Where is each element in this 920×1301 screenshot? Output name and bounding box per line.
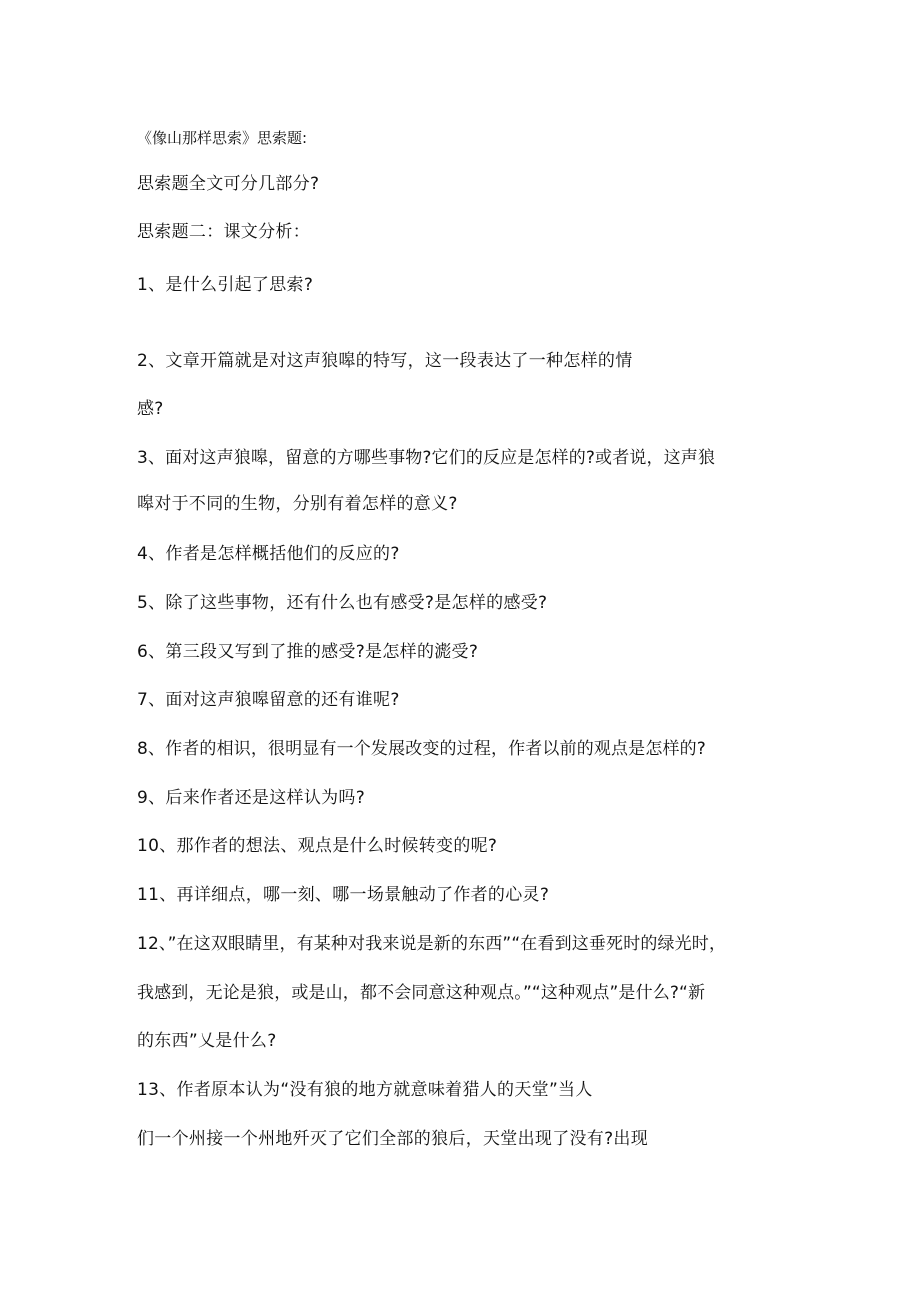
question-item-continuation: 嗥对于不同的生物，分别有着怎样的意义? <box>137 494 458 514</box>
question-item-continuation: 们一个州接一个州地歼灭了它们全部的狼后，天堂出现了没有?出现 <box>137 1129 649 1149</box>
question-item: 1、是什么引起了思索? <box>137 275 314 295</box>
document-title: 《像山那样思索》思索题: <box>137 129 308 147</box>
question-item: 8、作者的相识，很明显有一个发展改变的过程，作者以前的观点是怎样的? <box>137 739 706 759</box>
question-item-continuation: 感? <box>137 399 164 419</box>
question-item: 4、作者是怎样概括他们的反应的? <box>137 544 400 564</box>
question-item: 10、那作者的想法、观点是什么时候转变的呢? <box>137 836 498 856</box>
question-two-heading: 思索题二：课文分析： <box>137 222 310 242</box>
question-item: 5、除了这些事物，还有什么也有感受?是怎样的感受? <box>137 593 548 613</box>
question-item: 6、第三段又写到了推的感受?是怎样的滮受? <box>137 642 479 662</box>
question-item: 2、文章开篇就是对这声狼嗥的特写，这一段表达了一种怎样的情 <box>137 351 633 371</box>
question-item-continuation: 我感到，无论是狼，或是山，都不会同意这种观点。”“这种观点”是什么?“新 <box>137 983 706 1003</box>
question-item: 9、后来作者还是这样认为吗? <box>137 788 366 808</box>
question-intro: 思索题全文可分几部分? <box>137 174 320 194</box>
question-item: 7、面对这声狼嗥留意的还有谁呢? <box>137 690 400 710</box>
question-item: 11、再详细点，哪一刻、哪一场景触动了作者的心灵? <box>137 885 550 905</box>
question-item: 3、面对这声狼嗥，留意的方哪些事物?它们的反应是怎样的?或者说，这声狼 <box>137 448 716 468</box>
question-item: 13、作者原本认为“没有狼的地方就意味着猎人的天堂”当人 <box>137 1080 593 1100</box>
question-item-continuation: 的东西”乂是什么? <box>137 1031 277 1051</box>
question-item: 12、”在这双眼睛里，有某种对我来说是新的东西”“在看到这垂死时的绿光时， <box>137 934 727 954</box>
